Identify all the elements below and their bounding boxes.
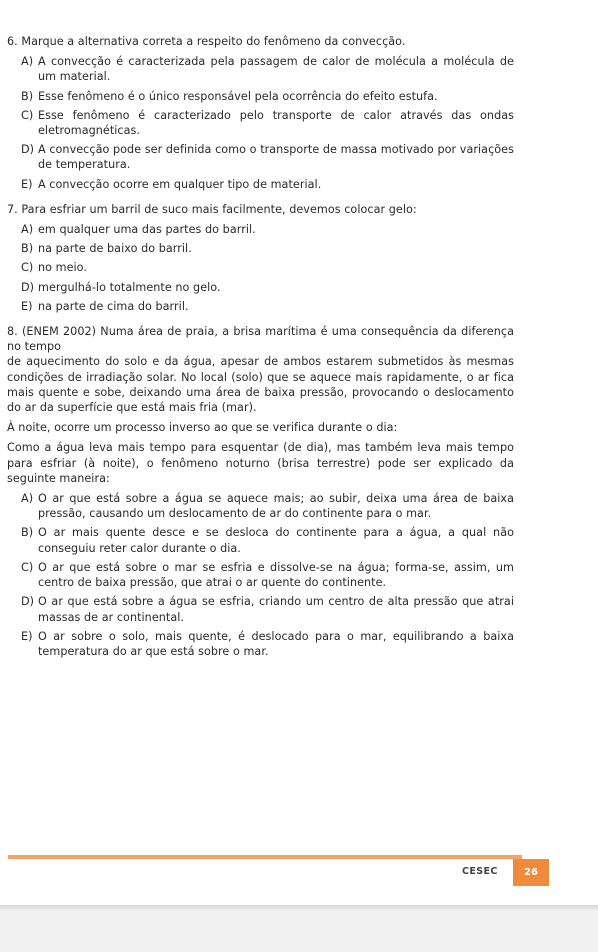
- question-7: [7, 202, 514, 314]
- question-8-stem: [7, 324, 514, 415]
- question-6-option-c[interactable]: [21, 108, 514, 138]
- option-text: O ar que está sobre a água se esfria, criando um centro de alta pressão que atrai massas de ar continental.: [38, 595, 514, 624]
- option-letter: A): [21, 492, 34, 506]
- question-6-option-b[interactable]: [21, 89, 514, 104]
- question-8-stem-line-2: de aquecimento do solo e da água, apesar de ambos estarem submetidos às mesmas condições de irradiação solar. No local (solo) que se aquece mais rapidamente, o ar fica mais quente e sobe, deixando uma área de baixa pressão, provocando o deslocamento do ar da superfície que está mais fria (mar).: [7, 355, 514, 415]
- page-number-badge: [513, 859, 549, 886]
- option-text: A convecção pode ser definida como o transporte de massa motivado por variações de temperatura.: [38, 143, 514, 172]
- question-8-option-e[interactable]: [21, 629, 514, 659]
- question-7-option-a[interactable]: [21, 222, 514, 237]
- question-6-option-e[interactable]: [21, 177, 514, 192]
- question-8-option-d[interactable]: [21, 594, 514, 624]
- question-8-option-c[interactable]: [21, 560, 514, 590]
- question-8-stem-line-1: 8. (ENEM 2002) Numa área de praia, a brisa marítima é uma consequência da diferença no tempo: [7, 325, 514, 354]
- option-text: A convecção é caracterizada pela passagem de calor de molécula a molécula de um material.: [38, 55, 514, 84]
- question-6-stem: 6. Marque a alternativa correta a respeito do fenômeno da convecção.: [7, 35, 406, 48]
- option-letter: E): [21, 177, 33, 191]
- question-6-options: [7, 54, 514, 192]
- question-6-option-a[interactable]: [21, 54, 514, 84]
- question-8-options: [7, 491, 514, 659]
- option-letter: D): [21, 280, 35, 294]
- option-text: mergulhá-lo totalmente no gelo.: [38, 280, 221, 294]
- viewer-background: [0, 911, 598, 952]
- question-7-stem: 7. Para esfriar um barril de suco mais facilmente, devemos colocar gelo:: [7, 202, 417, 216]
- option-letter: E): [21, 629, 33, 643]
- question-8: [7, 324, 514, 659]
- question-8-paragraph-3: Como a água leva mais tempo para esquentar (de dia), mas também leva mais tempo para esfriar (à noite), o fenômeno noturno (brisa terrestre) pode ser explicado da seguinte maneira:: [7, 441, 514, 485]
- option-letter: E): [21, 299, 33, 313]
- option-letter: C): [21, 261, 34, 275]
- question-7-option-c[interactable]: [21, 260, 514, 275]
- question-7-options: [7, 222, 514, 314]
- option-text: O ar sobre o solo, mais quente, é deslocado para o mar, equilibrando a baixa temperatura do ar que está sobre o mar.: [38, 629, 514, 658]
- option-letter: C): [21, 560, 34, 574]
- document-content: [7, 34, 514, 669]
- question-6-option-d[interactable]: [21, 142, 514, 172]
- footer-divider: [8, 855, 522, 859]
- question-8-option-a[interactable]: [21, 491, 514, 521]
- footer-label: CESEC: [462, 866, 498, 877]
- option-text: A convecção ocorre em qualquer tipo de material.: [38, 177, 322, 191]
- question-6: [7, 34, 514, 192]
- question-8-option-b[interactable]: [21, 525, 514, 555]
- option-letter: B): [21, 89, 34, 103]
- option-letter: C): [21, 108, 34, 122]
- option-letter: A): [21, 223, 34, 237]
- question-8-paragraph-2: À noite, ocorre um processo inverso ao que se verifica durante o dia:: [7, 421, 398, 435]
- option-text: O ar que está sobre a água se aquece mais; ao subir, deixa uma área de baixa pressão, causando um deslocamento de ar do continente para o mar.: [38, 492, 514, 521]
- option-text: na parte de baixo do barril.: [38, 242, 192, 256]
- option-text: em qualquer uma das partes do barril.: [38, 223, 256, 237]
- option-text: Esse fenômeno é o único responsável pela ocorrência do efeito estufa.: [38, 89, 438, 103]
- option-text: na parte de cima do barril.: [38, 299, 189, 313]
- option-text: no meio.: [38, 261, 87, 275]
- option-letter: D): [21, 595, 35, 609]
- option-letter: B): [21, 242, 34, 256]
- option-letter: D): [21, 143, 35, 157]
- option-letter: B): [21, 526, 34, 540]
- question-7-option-e[interactable]: [21, 299, 514, 314]
- option-text: Esse fenômeno é caracterizado pelo transporte de calor através das ondas eletromagnéticas.: [38, 108, 514, 138]
- option-text: O ar mais quente desce e se desloca do continente para a água, a qual não conseguiu reter calor durante o dia.: [38, 526, 514, 555]
- question-7-option-d[interactable]: [21, 280, 514, 295]
- option-letter: A): [21, 55, 34, 69]
- page-number: 26: [524, 867, 538, 878]
- option-text: O ar que está sobre o mar se esfria e dissolve-se na água; forma-se, assim, um centro de baixa pressão, que atrai o ar quente do continente.: [38, 560, 514, 590]
- question-7-option-b[interactable]: [21, 241, 514, 256]
